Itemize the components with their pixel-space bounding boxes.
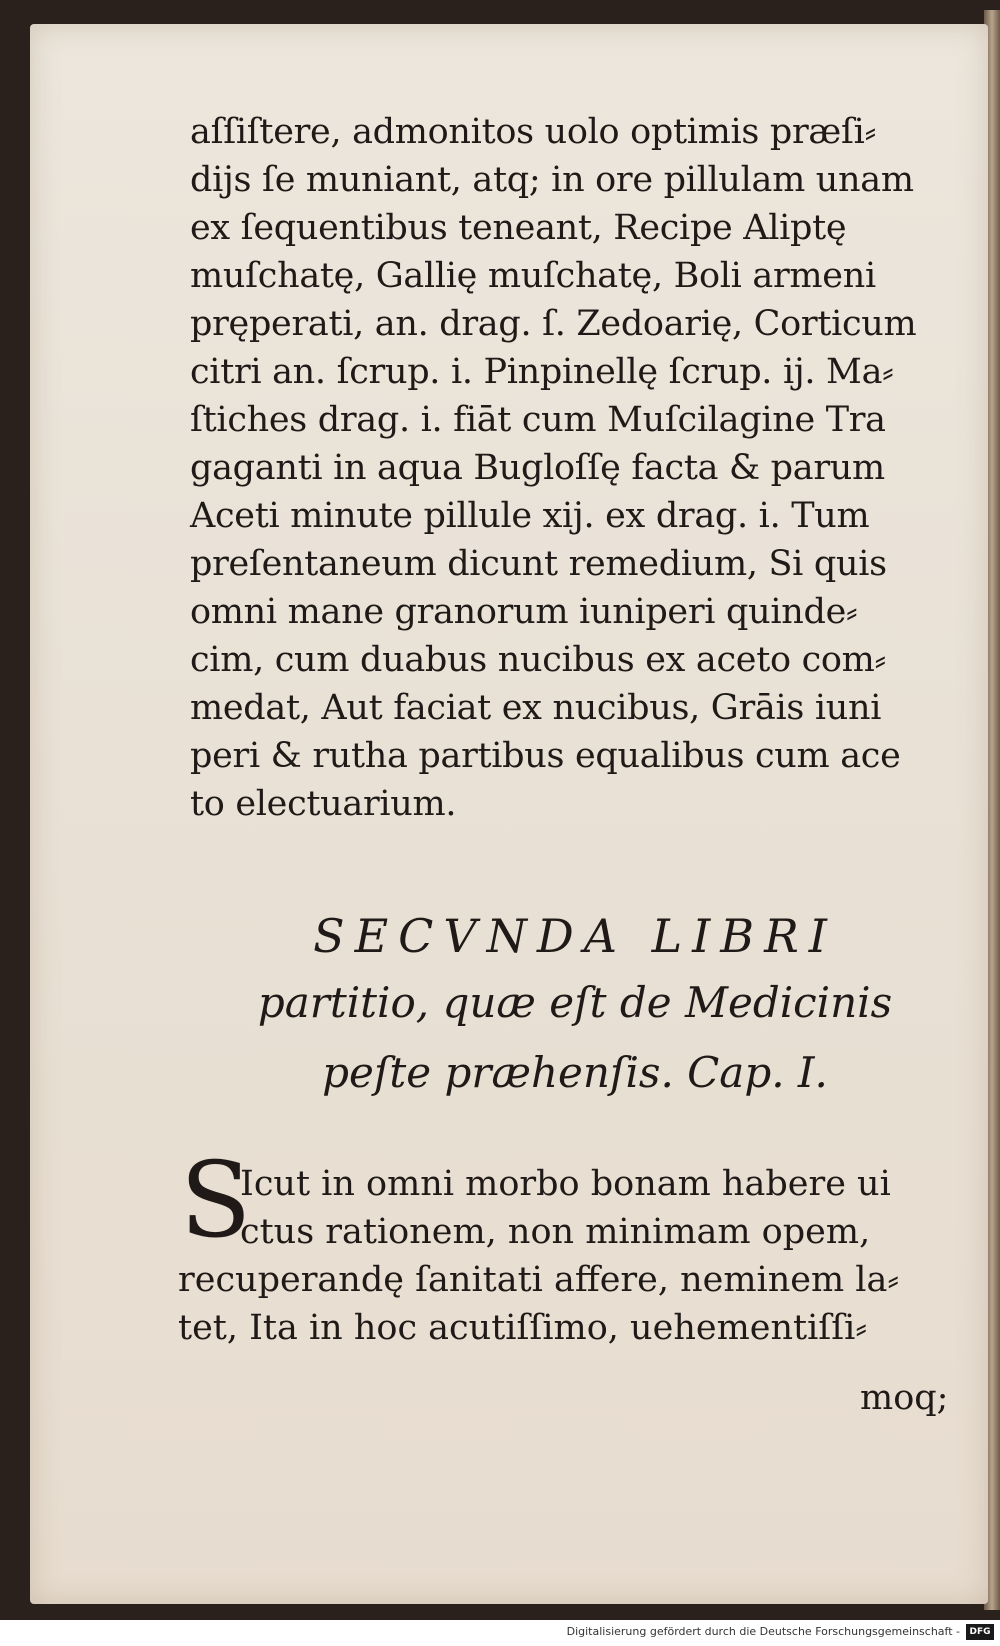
body-line: muſchatę, Gallię muſchatę, Boli armeni <box>190 256 876 296</box>
drop-cap-initial: S <box>180 1139 252 1261</box>
chapter-line: ctus rationem, non minimam opem, <box>240 1212 871 1252</box>
heading-subtitle: partitio, quæ eſt de Medicinis <box>257 978 893 1027</box>
body-line: gaganti in aqua Bugloſſę facta & parum <box>190 448 885 488</box>
body-line: ex ſequentibus teneant, Recipe Aliptę <box>190 208 847 248</box>
body-line: Aceti minute pillule xij. ex drag. i. Tum <box>190 496 870 536</box>
body-line: peri & rutha partibus equalibus cum ace <box>190 736 901 776</box>
body-line: cim, cum duabus nucibus ex aceto com⸗ <box>190 640 886 680</box>
chapter-line: recuperandę ſanitati affere, neminem la⸗ <box>178 1260 900 1300</box>
chapter-line: Icut in omni morbo bonam habere ui <box>240 1164 891 1204</box>
heading-chapter-label: peſte præhenſis. Cap. I. <box>322 1048 828 1097</box>
body-line: dijs ſe muniant, atq; in ore pillulam unam <box>190 160 914 200</box>
body-line: aſſiſtere, admonitos uolo optimis præſi⸗ <box>190 112 876 152</box>
chapter-line: tet, Ita in hoc acutiſſimo, uehementiſſi⸗ <box>178 1308 868 1348</box>
body-text-block <box>190 108 960 828</box>
chapter-heading <box>190 904 960 1108</box>
body-line: ſtiches drag. i. fiāt cum Muſcilagine Tra <box>190 400 886 440</box>
body-line: to electuarium. <box>190 784 457 824</box>
body-line: preſentaneum dicunt remedium, Si quis <box>190 544 887 584</box>
body-line: citri an. ſcrup. i. Pinpinellę ſcrup. ij. Ma⸗ <box>190 352 894 392</box>
funding-credit: Digitalisierung gefördert durch die Deutsche Forschungsgemeinschaft - <box>566 1625 960 1638</box>
heading-title: SECVNDA LIBRI <box>313 909 837 963</box>
chapter-text-block <box>178 1160 958 1352</box>
footer-bar <box>0 1620 1000 1646</box>
body-line: pręperati, an. drag. ſ. Zedoarię, Corticum <box>190 304 917 344</box>
body-line: omni mane granorum iuniperi quinde⸗ <box>190 592 858 632</box>
catchword: moq; <box>860 1378 949 1418</box>
dfg-logo-icon: DFG <box>966 1624 994 1640</box>
body-line: medat, Aut faciat ex nucibus, Grāis iuni <box>190 688 882 728</box>
